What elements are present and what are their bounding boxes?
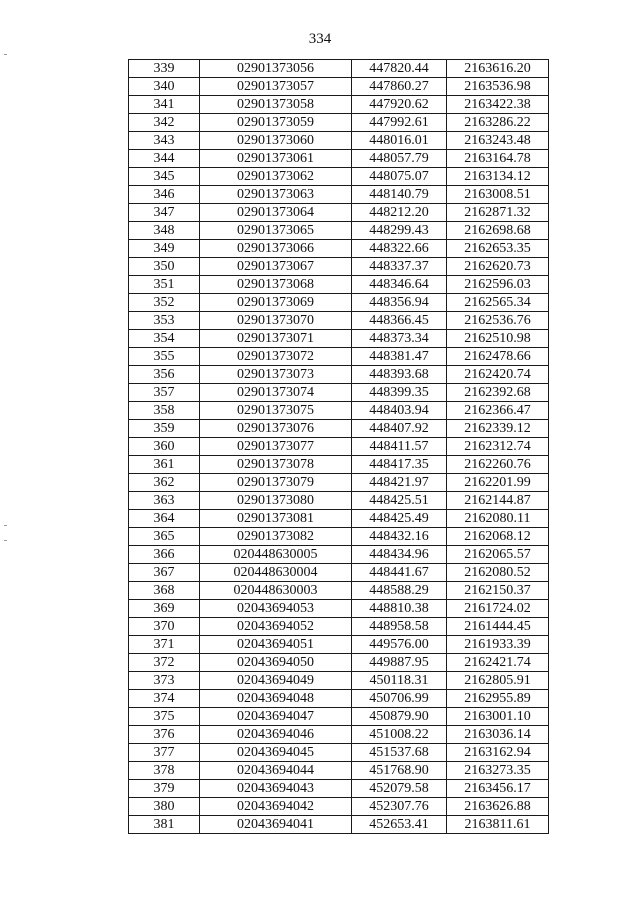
table-row (129, 384, 549, 402)
x-coordinate-cell: 448425.49 (352, 510, 447, 528)
point-code-cell: 02901373082 (200, 528, 352, 546)
y-coordinate-cell: 2162805.91 (447, 672, 549, 690)
row-number-cell: 357 (129, 384, 200, 402)
y-coordinate-cell: 2162955.89 (447, 690, 549, 708)
table-row (129, 276, 549, 294)
y-coordinate-cell: 2163286.22 (447, 114, 549, 132)
x-coordinate-cell: 448441.67 (352, 564, 447, 582)
x-coordinate-cell: 448407.92 (352, 420, 447, 438)
y-coordinate-cell: 2161724.02 (447, 600, 549, 618)
row-number-cell: 371 (129, 636, 200, 654)
x-coordinate-cell: 448425.51 (352, 492, 447, 510)
y-coordinate-cell: 2161933.39 (447, 636, 549, 654)
y-coordinate-cell: 2162392.68 (447, 384, 549, 402)
row-number-cell: 356 (129, 366, 200, 384)
row-number-cell: 374 (129, 690, 200, 708)
x-coordinate-cell: 451768.90 (352, 762, 447, 780)
point-code-cell: 02043694053 (200, 600, 352, 618)
row-number-cell: 378 (129, 762, 200, 780)
y-coordinate-cell: 2162080.11 (447, 510, 549, 528)
point-code-cell: 02901373077 (200, 438, 352, 456)
x-coordinate-cell: 448366.45 (352, 312, 447, 330)
row-number-cell: 343 (129, 132, 200, 150)
x-coordinate-cell: 448016.01 (352, 132, 447, 150)
row-number-cell: 358 (129, 402, 200, 420)
point-code-cell: 020448630003 (200, 582, 352, 600)
point-code-cell: 02043694051 (200, 636, 352, 654)
point-code-cell: 020448630004 (200, 564, 352, 582)
table-row (129, 168, 549, 186)
y-coordinate-cell: 2162201.99 (447, 474, 549, 492)
y-coordinate-cell: 2163008.51 (447, 186, 549, 204)
table-row (129, 366, 549, 384)
y-coordinate-cell: 2162260.76 (447, 456, 549, 474)
x-coordinate-cell: 448810.38 (352, 600, 447, 618)
row-number-cell: 369 (129, 600, 200, 618)
table-row (129, 708, 549, 726)
table-row (129, 330, 549, 348)
row-number-cell: 359 (129, 420, 200, 438)
point-code-cell: 02901373061 (200, 150, 352, 168)
row-number-cell: 380 (129, 798, 200, 816)
x-coordinate-cell: 448322.66 (352, 240, 447, 258)
y-coordinate-cell: 2163456.17 (447, 780, 549, 798)
row-number-cell: 345 (129, 168, 200, 186)
row-number-cell: 348 (129, 222, 200, 240)
page-edge-mark-top (4, 54, 7, 55)
table-row (129, 240, 549, 258)
table-row (129, 672, 549, 690)
x-coordinate-cell: 448411.57 (352, 438, 447, 456)
table-row (129, 762, 549, 780)
point-code-cell: 02043694044 (200, 762, 352, 780)
table-row (129, 96, 549, 114)
x-coordinate-cell: 448075.07 (352, 168, 447, 186)
point-code-cell: 02901373057 (200, 78, 352, 96)
y-coordinate-cell: 2163036.14 (447, 726, 549, 744)
x-coordinate-cell: 448381.47 (352, 348, 447, 366)
point-code-cell: 02901373067 (200, 258, 352, 276)
row-number-cell: 339 (129, 60, 200, 78)
y-coordinate-cell: 2162698.68 (447, 222, 549, 240)
row-number-cell: 342 (129, 114, 200, 132)
row-number-cell: 351 (129, 276, 200, 294)
table-row (129, 258, 549, 276)
table-row (129, 816, 549, 834)
row-number-cell: 372 (129, 654, 200, 672)
row-number-cell: 381 (129, 816, 200, 834)
point-code-cell: 02043694043 (200, 780, 352, 798)
point-code-cell: 02901373058 (200, 96, 352, 114)
row-number-cell: 361 (129, 456, 200, 474)
table-row (129, 312, 549, 330)
point-code-cell: 02901373056 (200, 60, 352, 78)
y-coordinate-cell: 2162596.03 (447, 276, 549, 294)
row-number-cell: 376 (129, 726, 200, 744)
y-coordinate-cell: 2163243.48 (447, 132, 549, 150)
point-code-cell: 02043694046 (200, 726, 352, 744)
row-number-cell: 362 (129, 474, 200, 492)
y-coordinate-cell: 2162068.12 (447, 528, 549, 546)
point-code-cell: 02901373064 (200, 204, 352, 222)
x-coordinate-cell: 448958.58 (352, 618, 447, 636)
point-code-cell: 02901373078 (200, 456, 352, 474)
table-row (129, 528, 549, 546)
row-number-cell: 367 (129, 564, 200, 582)
table-row (129, 510, 549, 528)
point-code-cell: 02901373079 (200, 474, 352, 492)
table-row (129, 474, 549, 492)
row-number-cell: 344 (129, 150, 200, 168)
x-coordinate-cell: 448356.94 (352, 294, 447, 312)
table-row (129, 582, 549, 600)
y-coordinate-cell: 2162420.74 (447, 366, 549, 384)
x-coordinate-cell: 452079.58 (352, 780, 447, 798)
x-coordinate-cell: 448346.64 (352, 276, 447, 294)
y-coordinate-cell: 2162536.76 (447, 312, 549, 330)
row-number-cell: 370 (129, 618, 200, 636)
x-coordinate-cell: 448432.16 (352, 528, 447, 546)
x-coordinate-cell: 447992.61 (352, 114, 447, 132)
x-coordinate-cell: 448140.79 (352, 186, 447, 204)
x-coordinate-cell: 448212.20 (352, 204, 447, 222)
point-code-cell: 02043694047 (200, 708, 352, 726)
page-number: 334 (308, 31, 332, 47)
point-code-cell: 02901373062 (200, 168, 352, 186)
x-coordinate-cell: 448373.34 (352, 330, 447, 348)
point-code-cell: 02043694052 (200, 618, 352, 636)
page-edge-mark-lower (4, 540, 7, 541)
y-coordinate-cell: 2162653.35 (447, 240, 549, 258)
y-coordinate-cell: 2163273.35 (447, 762, 549, 780)
table-row (129, 654, 549, 672)
point-code-cell: 02043694045 (200, 744, 352, 762)
table-row (129, 618, 549, 636)
table-row (129, 78, 549, 96)
table-row (129, 780, 549, 798)
x-coordinate-cell: 449887.95 (352, 654, 447, 672)
table-row (129, 636, 549, 654)
x-coordinate-cell: 450879.90 (352, 708, 447, 726)
row-number-cell: 363 (129, 492, 200, 510)
x-coordinate-cell: 448417.35 (352, 456, 447, 474)
point-code-cell: 02901373080 (200, 492, 352, 510)
point-code-cell: 02901373073 (200, 366, 352, 384)
y-coordinate-cell: 2162312.74 (447, 438, 549, 456)
row-number-cell: 340 (129, 78, 200, 96)
table-row (129, 600, 549, 618)
table-row (129, 492, 549, 510)
point-code-cell: 02043694050 (200, 654, 352, 672)
row-number-cell: 377 (129, 744, 200, 762)
row-number-cell: 354 (129, 330, 200, 348)
table-row (129, 132, 549, 150)
point-code-cell: 02901373074 (200, 384, 352, 402)
row-number-cell: 355 (129, 348, 200, 366)
x-coordinate-cell: 447860.27 (352, 78, 447, 96)
y-coordinate-cell: 2162510.98 (447, 330, 549, 348)
y-coordinate-cell: 2162144.87 (447, 492, 549, 510)
point-code-cell: 02043694042 (200, 798, 352, 816)
row-number-cell: 366 (129, 546, 200, 564)
x-coordinate-cell: 452653.41 (352, 816, 447, 834)
table-row (129, 546, 549, 564)
y-coordinate-cell: 2163422.38 (447, 96, 549, 114)
x-coordinate-cell: 449576.00 (352, 636, 447, 654)
row-number-cell: 368 (129, 582, 200, 600)
x-coordinate-cell: 448403.94 (352, 402, 447, 420)
point-code-cell: 020448630005 (200, 546, 352, 564)
row-number-cell: 360 (129, 438, 200, 456)
x-coordinate-cell: 447920.62 (352, 96, 447, 114)
row-number-cell: 364 (129, 510, 200, 528)
table-row (129, 798, 549, 816)
row-number-cell: 353 (129, 312, 200, 330)
y-coordinate-cell: 2163162.94 (447, 744, 549, 762)
x-coordinate-cell: 448434.96 (352, 546, 447, 564)
row-number-cell: 352 (129, 294, 200, 312)
y-coordinate-cell: 2162339.12 (447, 420, 549, 438)
y-coordinate-cell: 2162150.37 (447, 582, 549, 600)
coordinates-table-body (129, 60, 549, 834)
x-coordinate-cell: 448337.37 (352, 258, 447, 276)
y-coordinate-cell: 2162366.47 (447, 402, 549, 420)
table-row (129, 60, 549, 78)
point-code-cell: 02901373071 (200, 330, 352, 348)
row-number-cell: 349 (129, 240, 200, 258)
table-row (129, 564, 549, 582)
x-coordinate-cell: 448393.68 (352, 366, 447, 384)
coordinates-table (128, 59, 549, 834)
y-coordinate-cell: 2161444.45 (447, 618, 549, 636)
page-edge-mark-middle (4, 525, 7, 526)
x-coordinate-cell: 451537.68 (352, 744, 447, 762)
table-row (129, 204, 549, 222)
point-code-cell: 02043694049 (200, 672, 352, 690)
table-row (129, 690, 549, 708)
table-row (129, 294, 549, 312)
table-row (129, 186, 549, 204)
x-coordinate-cell: 448299.43 (352, 222, 447, 240)
point-code-cell: 02901373066 (200, 240, 352, 258)
row-number-cell: 350 (129, 258, 200, 276)
x-coordinate-cell: 448588.29 (352, 582, 447, 600)
x-coordinate-cell: 448421.97 (352, 474, 447, 492)
row-number-cell: 341 (129, 96, 200, 114)
point-code-cell: 02901373081 (200, 510, 352, 528)
row-number-cell: 375 (129, 708, 200, 726)
y-coordinate-cell: 2163616.20 (447, 60, 549, 78)
point-code-cell: 02901373072 (200, 348, 352, 366)
row-number-cell: 347 (129, 204, 200, 222)
point-code-cell: 02901373060 (200, 132, 352, 150)
point-code-cell: 02901373076 (200, 420, 352, 438)
point-code-cell: 02901373070 (200, 312, 352, 330)
y-coordinate-cell: 2163811.61 (447, 816, 549, 834)
y-coordinate-cell: 2163134.12 (447, 168, 549, 186)
x-coordinate-cell: 448057.79 (352, 150, 447, 168)
y-coordinate-cell: 2163536.98 (447, 78, 549, 96)
point-code-cell: 02901373069 (200, 294, 352, 312)
y-coordinate-cell: 2163001.10 (447, 708, 549, 726)
table-row (129, 726, 549, 744)
x-coordinate-cell: 450118.31 (352, 672, 447, 690)
point-code-cell: 02901373059 (200, 114, 352, 132)
y-coordinate-cell: 2162565.34 (447, 294, 549, 312)
row-number-cell: 346 (129, 186, 200, 204)
table-row (129, 456, 549, 474)
y-coordinate-cell: 2162065.57 (447, 546, 549, 564)
row-number-cell: 373 (129, 672, 200, 690)
table-row (129, 348, 549, 366)
point-code-cell: 02901373068 (200, 276, 352, 294)
y-coordinate-cell: 2162421.74 (447, 654, 549, 672)
point-code-cell: 02901373063 (200, 186, 352, 204)
y-coordinate-cell: 2163626.88 (447, 798, 549, 816)
row-number-cell: 379 (129, 780, 200, 798)
table-row (129, 438, 549, 456)
y-coordinate-cell: 2163164.78 (447, 150, 549, 168)
x-coordinate-cell: 450706.99 (352, 690, 447, 708)
point-code-cell: 02043694041 (200, 816, 352, 834)
y-coordinate-cell: 2162478.66 (447, 348, 549, 366)
table-row (129, 744, 549, 762)
y-coordinate-cell: 2162871.32 (447, 204, 549, 222)
table-row (129, 114, 549, 132)
x-coordinate-cell: 447820.44 (352, 60, 447, 78)
point-code-cell: 02901373065 (200, 222, 352, 240)
y-coordinate-cell: 2162620.73 (447, 258, 549, 276)
point-code-cell: 02901373075 (200, 402, 352, 420)
table-row (129, 150, 549, 168)
x-coordinate-cell: 451008.22 (352, 726, 447, 744)
row-number-cell: 365 (129, 528, 200, 546)
table-row (129, 222, 549, 240)
y-coordinate-cell: 2162080.52 (447, 564, 549, 582)
table-row (129, 420, 549, 438)
point-code-cell: 02043694048 (200, 690, 352, 708)
x-coordinate-cell: 452307.76 (352, 798, 447, 816)
x-coordinate-cell: 448399.35 (352, 384, 447, 402)
table-row (129, 402, 549, 420)
